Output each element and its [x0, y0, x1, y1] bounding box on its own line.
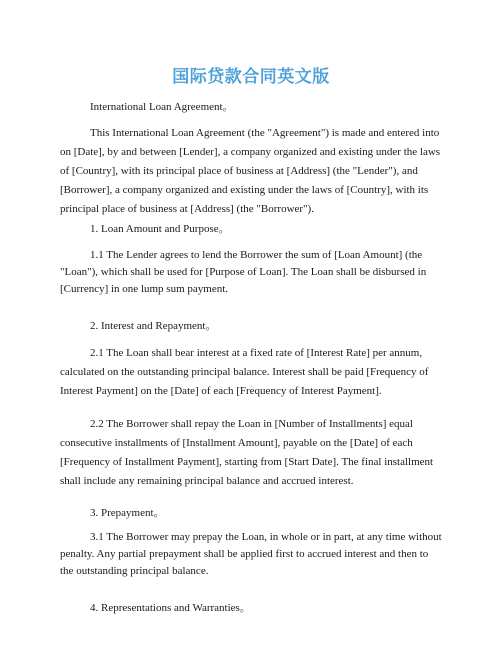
- paragraph-agreement-heading: International Loan Agreement。: [90, 101, 234, 113]
- document-title: 国际贷款合同英文版: [172, 67, 330, 87]
- paragraph-section-1-heading: 1. Loan Amount and Purpose。: [90, 223, 230, 235]
- paragraph-preamble: This International Loan Agreement (the "Agreement") is made and entered into on [Date], by and between [Lender], a company organized and existing under the laws of [Country], with its principal place of business at [Address] (the "Lender"), and [Borrower], a company organized and existing under the laws of [Country], with its principal place of business at [Address] (the "Borrower").: [60, 127, 441, 215]
- paragraph-section-2-2: 2.2 The Borrower shall repay the Loan in [Number of Installments] equal consecutive installments of [Installment Amount], payable on the [Date] of each [Frequency of Installment Payment], starting from [Start Date]. The final installment shall include any remaining principal balance and accrued interest.: [60, 418, 434, 487]
- paragraph-section-3-heading: 3. Prepayment。: [90, 507, 165, 519]
- paragraph-section-1-1: 1.1 The Lender agrees to lend the Borrower the sum of [Loan Amount] (the "Loan"), which shall be used for [Purpose of Loan]. The Loan shall be disbursed in [Currency] in one lump sum payment.: [60, 249, 427, 295]
- paragraph-section-4-heading: 4. Representations and Warranties。: [90, 602, 251, 614]
- paragraph-section-3-1: 3.1 The Borrower may prepay the Loan, in whole or in part, at any time without penalty. Any partial prepayment shall be applied first to accrued interest and then to the outstanding principal balance.: [60, 531, 442, 577]
- paragraph-section-2-1: 2.1 The Loan shall bear interest at a fixed rate of [Interest Rate] per annum, calculated on the outstanding principal balance. Interest shall be paid [Frequency of Interest Payment] on the [Date] of each [Frequency of Interest Payment].: [60, 347, 429, 397]
- paragraph-section-2-heading: 2. Interest and Repayment。: [90, 320, 217, 332]
